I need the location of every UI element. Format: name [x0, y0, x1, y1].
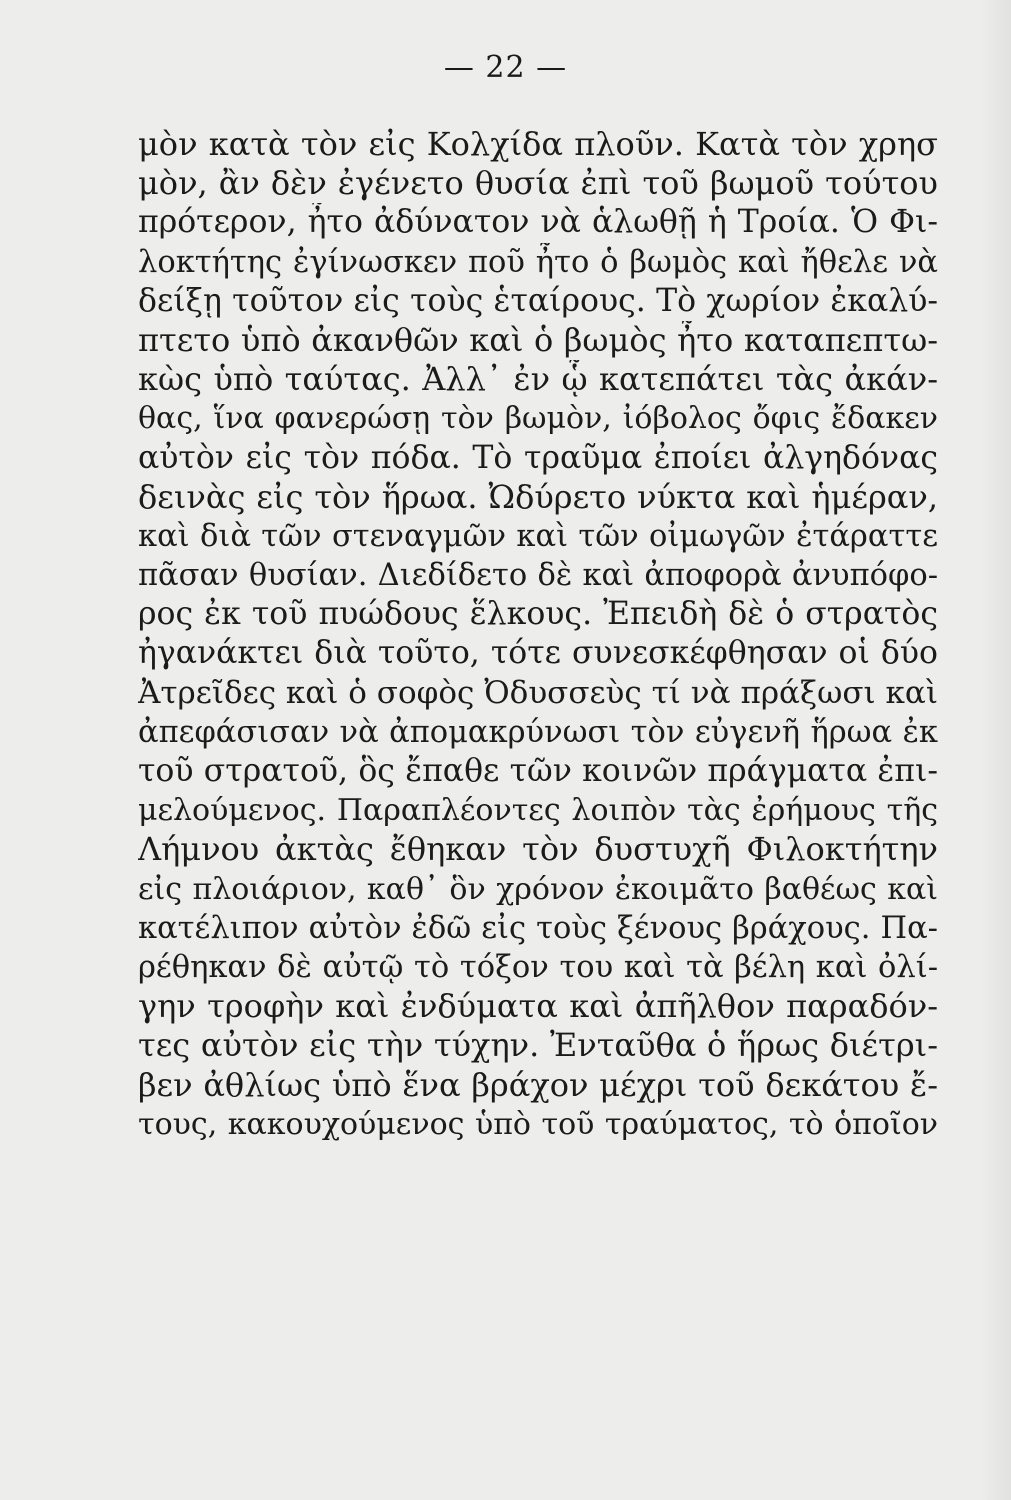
text-line: δείξῃ τοῦτον εἰς τοὺς ἑταίρους. Τὸ χωρίον ἐκαλύ-: [138, 282, 938, 319]
text-line: αὐτὸν εἰς τὸν πόδα. Τὸ τραῦμα ἐποίει ἀλγηδόνας: [138, 439, 938, 476]
text-line: γην τροφὴν καὶ ἐνδύματα καὶ ἀπῆλθον παραδόν-: [138, 987, 938, 1026]
text-line: θας, ἵνα φανερώσῃ τὸν βωμὸν, ἰόβολος ὄφις ἔδακεν: [138, 401, 938, 437]
page-number: — 22 —: [443, 50, 568, 85]
text-line: τες αὐτὸν εἰς τὴν τύχην. Ἐνταῦθα ὁ ἥρως διέτρι-: [138, 1026, 938, 1065]
text-line: ρέθηκαν δὲ αὐτῷ τὸ τόξον του καὶ τὰ βέλη καὶ ὀλί-: [138, 949, 938, 985]
body-text: [138, 125, 938, 1144]
text-line: μὸν, ἂν δὲν ἐγένετο θυσία ἐπὶ τοῦ βωμοῦ τούτου: [138, 164, 938, 203]
text-line: κατέλιπον αὐτὸν ἐδῶ εἰς τοὺς ξένους βράχους. Πα-: [138, 910, 938, 946]
text-line: λοκτήτης ἐγίνωσκεν ποῦ ἦτο ὁ βωμὸς καὶ ἤθελε νὰ: [138, 244, 938, 280]
text-line: καὶ διὰ τῶν στεναγμῶν καὶ τῶν οἰμωγῶν ἐτάραττε: [138, 518, 938, 554]
page-edge-shadow: [981, 0, 1011, 1500]
text-line: ἠγανάκτει διὰ τοῦτο, τότε συνεσκέφθησαν οἱ δύο: [138, 635, 938, 672]
text-line: τους, κακουχούμενος ὑπὸ τοῦ τραύματος, τὸ ὁποῖον: [138, 1106, 938, 1142]
text-line: Ἀτρεῖδες καὶ ὁ σοφὸς Ὀδυσσεὺς τί νὰ πράξωσι καὶ: [138, 674, 938, 711]
text-line: κὼς ὑπὸ ταύτας. Ἀλλ᾽ ἐν ᾧ κατεπάτει τὰς ἀκάν-: [138, 360, 938, 399]
text-line: πτετο ὑπὸ ἀκανθῶν καὶ ὁ βωμὸς ἦτο καταπεπτω-: [138, 320, 938, 359]
text-line: πρότερον, ἦτο ἀδύνατον νὰ ἁλωθῇ ἡ Τροία. Ὁ Φι-: [138, 204, 938, 241]
text-line: μὸν κατὰ τὸν εἰς Κολχίδα πλοῦν. Κατὰ τὸν χρησ: [138, 125, 938, 163]
text-line: εἰς πλοιάριον, καθ᾽ ὃν χρόνον ἐκοιμᾶτο βαθέως καὶ: [138, 871, 938, 907]
text-line: Λήμνου ἀκτὰς ἔθηκαν τὸν δυστυχῆ Φιλοκτήτην: [138, 830, 938, 869]
text-line: μελούμενος. Παραπλέοντες λοιπὸν τὰς ἐρήμους τῆς: [138, 793, 938, 829]
text-line: ἀπεφάσισαν νὰ ἀπομακρύνωσι τὸν εὐγενῆ ἥρωα ἐκ: [138, 714, 938, 750]
text-line: τοῦ στρατοῦ, ὃς ἔπαθε τῶν κοινῶν πράγματα ἐπι-: [138, 753, 938, 789]
text-line: βεν ἀθλίως ὑπὸ ἕνα βράχον μέχρι τοῦ δεκάτου ἔ-: [138, 1065, 938, 1104]
text-line: ρος ἐκ τοῦ πυώδους ἕλκους. Ἐπειδὴ δὲ ὁ στρατὸς: [138, 596, 938, 633]
text-line: πᾶσαν θυσίαν. Διεδίδετο δὲ καὶ ἀποφορὰ ἀνυπόφο-: [138, 558, 938, 594]
text-line: δεινὰς εἰς τὸν ἥρωα. Ὠδύρετο νύκτα καὶ ἡμέραν,: [138, 477, 938, 516]
